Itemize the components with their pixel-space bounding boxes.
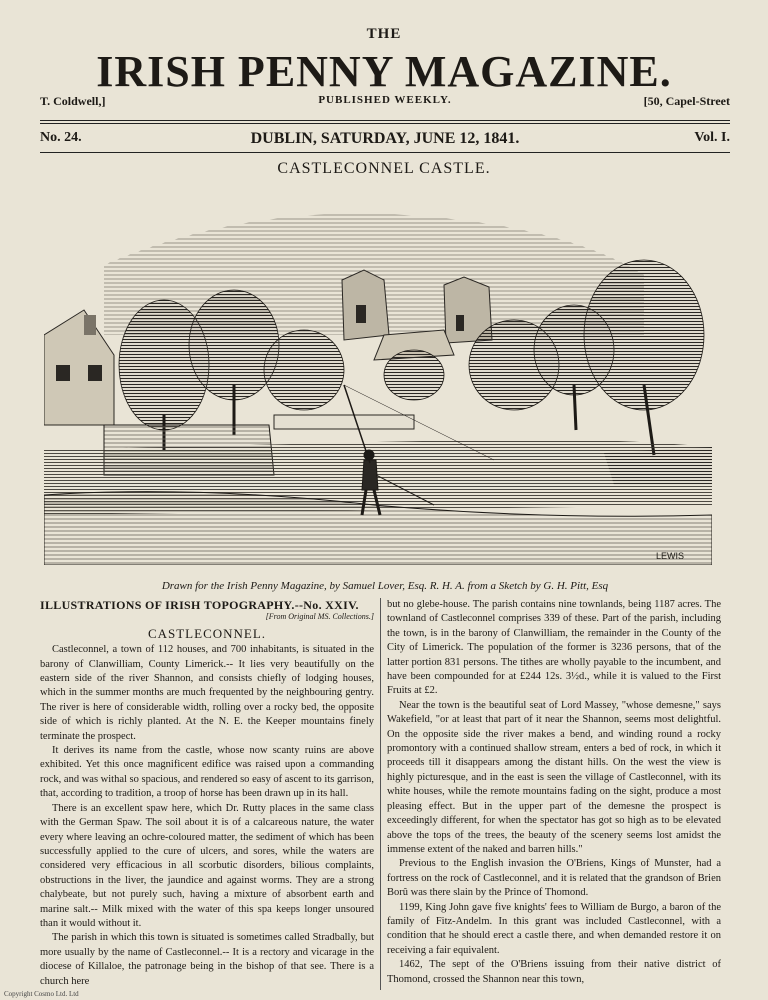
paragraph: It derives its name from the castle, whose now scanty ruins are above exhibited. Yet this once magnificent edifice was raised upon a commanding rock, and was withal so spacious, and rendered so easy of ascent to its garrison, that, according to tradition, a troop of horse has been drawn up in its hall. [40, 745, 374, 800]
engraving-caption: Drawn for the Irish Penny Magazine, by Samuel Lover, Esq. R. H. A. from a Sketch by G. H. Pitt, Esq [161, 580, 609, 592]
article-title: CASTLECONNEL CASTLE. [277, 160, 491, 177]
publisher-row [40, 94, 730, 110]
published-weekly: PUBLISHED WEEKLY. [318, 94, 452, 106]
masthead-the: THE [366, 26, 402, 42]
paragraph: but no glebe-house. The parish contains nine townlands, being 1187 acres. The townland of Castleconnel comprises 339 of these. Part of the parish, including the town, is in the barony of Clanwilliam, the remainder in the County of the City of Limerick. The population of the former is 3236 persons, that of the latter portion 831 persons. The tithes are wholly payable to the incumbent, and have been compounded for at £244 12s. 3½d., while it is valued to the First Fruits at £2. [387, 599, 721, 697]
section-heading: ILLUSTRATIONS OF IRISH TOPOGRAPHY.--No. XXIV. [40, 598, 359, 612]
publisher-address: [50, Capel-Street [643, 94, 730, 108]
header-rule-top [40, 120, 730, 121]
paragraph: 1199, King John gave five knights' fees to William de Burgo, a baron of the family of Fitz-Andelm. In this grant was included Castleconnel, with a condition that he should erect a castle there, and when demanded restore it on receiving a fair equivalent. [387, 901, 721, 956]
right-column [387, 598, 721, 987]
publisher-name: T. Coldwell,] [40, 94, 106, 108]
paragraph: Near the town is the beautiful seat of Lord Massey, "whose demesne," says Wakefield, "or at least that part of it near the Shannon, seems most delightful. On the opposite side the river makes a bend, and winding round a rocky promontory with a continued shallow stream, enters a bed of rock, in which it proceeds till it disappears among the distant hills. On the west the view is highly picturesque, and in the east is seen the village of Castleconnel, with its white houses, while the remote mountains fading on the sight, produce a most pleasing effect. But in the upper part of the demesne the prospect is exceedingly different, for when the spectator has got so high as to be elevated above the tops of the trees, the beauty of the scenery seems lost amidst the immense extent of the naked and barren hills." [387, 699, 721, 855]
engraver-signature: LEWIS [655, 551, 684, 561]
header-rule-bottom [40, 152, 730, 153]
masthead-title: IRISH PENNY MAGAZINE. [96, 47, 672, 96]
section-subheading: [From Original MS. Collections.] [265, 612, 374, 622]
column-separator [380, 598, 381, 990]
left-column [40, 598, 374, 989]
rocky-bank [604, 447, 712, 485]
paragraph: The parish in which this town is situated is sometimes called Stradbally, but more usually by the name of Castleconnel.-- It is a rectory and vicarage in the diocese of Killaloe, the patronage being in the bishop of that see. There is a church here [40, 932, 374, 987]
cottage [44, 310, 114, 425]
copyright-watermark: Copyright Cosmo Ltd. Ltd [4, 990, 79, 998]
paragraph: Castleconnel, a town of 112 houses, and 700 inhabitants, is situated in the barony of Clanwilliam, County Limerick.-- It lies very beautifully on the eastern side of the river Shannon, and consists chiefly of lodging houses, which in the summer months are much frequented by the neighbouring gentry. The river is here of considerable width, rolling over a rocky bed, the opposite side of which is richly planted. At the N. E. the Keeper mountains finely terminate the prospect. [40, 644, 374, 742]
paragraph: Previous to the English invasion the O'Briens, Kings of Munster, had a fortress on the rock of Castleconnel, and it is related that the grandson of Brien Borû was there slain by the Prince of Thomond. [387, 858, 721, 899]
issue-date: DUBLIN, SATURDAY, JUNE 12, 1841. [250, 130, 520, 147]
paragraph: 1462, The sept of the O'Briens issuing from their native district of Thomond, crossed the Shannon near this town, [387, 959, 721, 985]
paragraph: There is an excellent spaw here, which Dr. Rutty places in the same class with the German Spaw. The soil about it is of a calcareous nature, the water every where leaving an ochre-coloured matter, the sediment of which has been successfully applied to the cure of ulcers, and sores, while the waters are considered very efficacious in all scorbutic disorders, bilious complaints, obstructions in the liver, the jaundice and against worms. They are a strong chalybeate, but not purely such, having a mixture of absorbent earth and marine salt.-- Milk mixed with the water of this spa keeps longer unsoured than it would without it. [40, 802, 374, 929]
castle-engraving [44, 185, 712, 565]
issue-number: No. 24. [40, 130, 82, 145]
header-rule-top-2 [40, 123, 730, 124]
issue-row [40, 130, 730, 148]
village-houses [274, 415, 414, 429]
article-heading: CASTLECONNEL. [147, 625, 267, 641]
issue-volume: Vol. I. [694, 130, 730, 145]
